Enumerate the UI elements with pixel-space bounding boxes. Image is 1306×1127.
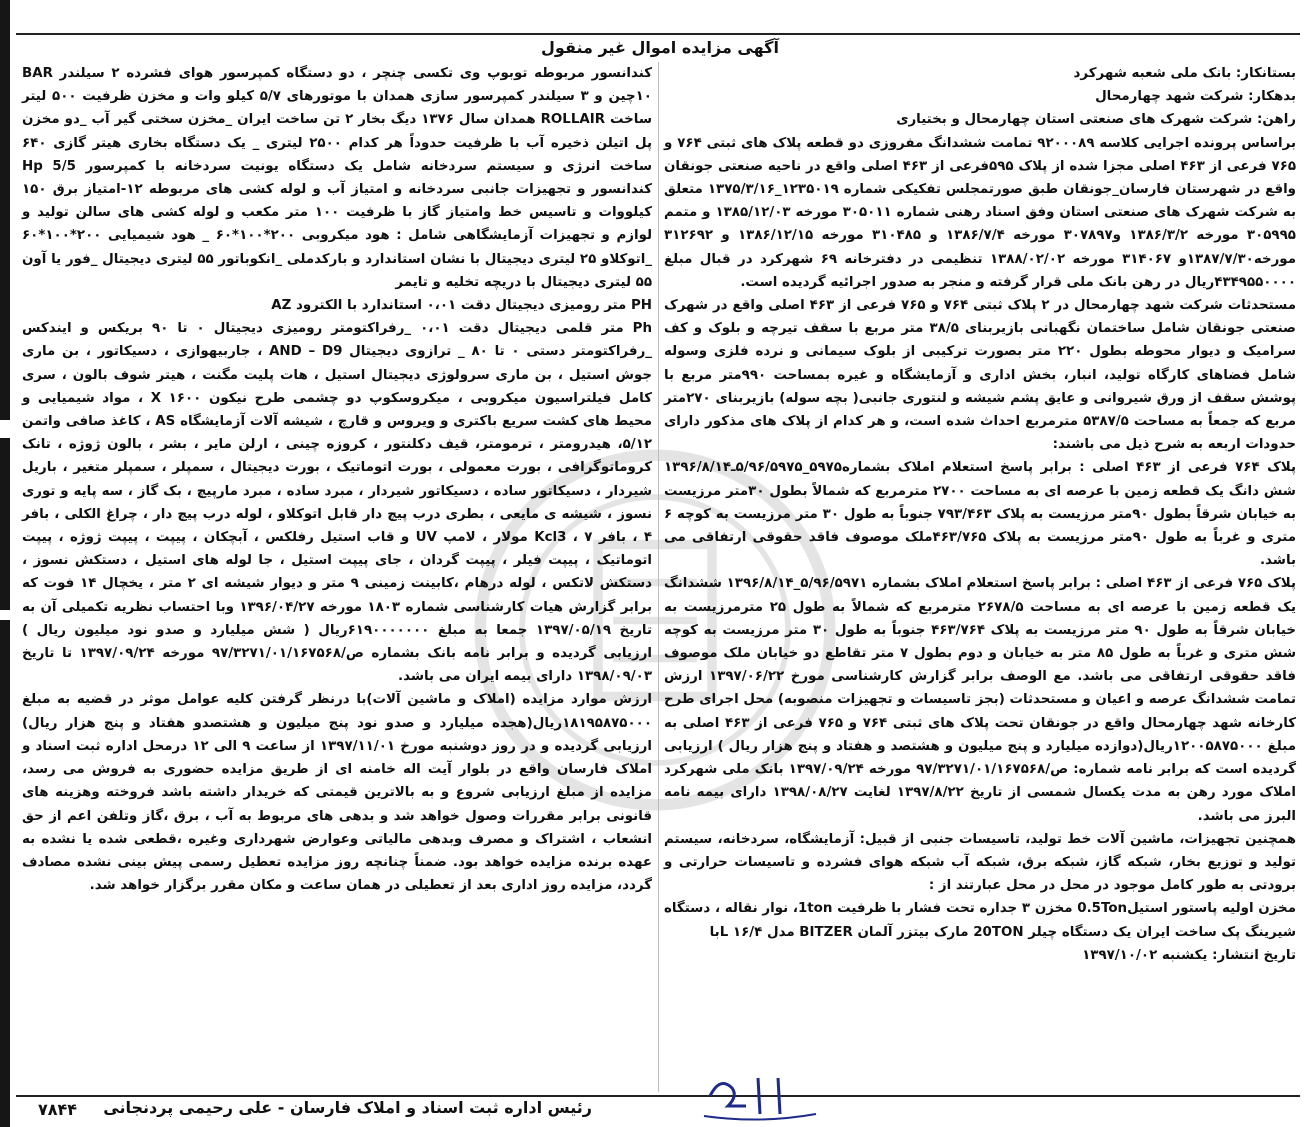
notice-title: آگهی مزایده اموال غیر منقول <box>541 38 779 57</box>
plot-764-paragraph: پلاک ۷۶۴ فرعی از ۴۶۳ اصلی : برابر پاسخ استعلام املاک بشماره۵۹۷۵_۵/۹۶/۵۹۷۵ـ۱۳۹۶/۸/۱۴ شش دانگ یک قطعه زمین با عرصه ای به مساحت ۲۷۰۰ مترمربع که شمالاً بطول ۳۰متر مرزیست به خیابان شرقاً بطول ۹۰متر مرزیست به پلاک ۷۹۳/۴۶۳ جنوباً به طول ۳۰ متر مرزیست به کوچه ۶ متری و غرباً به طول ۹۰متر مرزیست به پلاک ۴۶۳/۷۶۵ملک موصوف فاقد حقوقی ارتفاقی می باشد. <box>664 460 1297 569</box>
equipment-intro-paragraph: همچنین تجهیزات، ماشین آلات خط تولید، تاسیسات جنبی از قبیل: آزمایشگاه، سردخانه، سیستم تولید و توزیع بخار، شبکه گاز، شبکه برق، شبکه آب شبکه هوای فشرده و تاسیسات حرارتی و برودتی به طور کامل موجود در محل در محل عبارتند از : <box>664 831 1296 894</box>
lab-equipment-paragraph: Ph متر قلمی دیجیتال دقت ۰،۰۱ _رفراکتومتر رومیزی دیجیتال ۰ تا ۹۰ بریکس و ایندکس _رفراکتومتر دستی ۰ تا ۸۰ _ ترازوی دیجیتال AND – D9 ، جاربیهوازی ، دسیکاتور ، بن ماری جوش استیل ، بن ماری سرولوژی دیجیتال استیل ، هات پلیت مگنت ، هیتر شوف بالون ، سری کامل فیلتراسیون میکروبی ، میکروسکوپ دو چشمی طرح نیکون X ۱۶۰۰ ، مواد شیمیایی و محیط های کشت سریع باکتری و ویروس و قارچ ، شیشه آلات آزمایشگاه AS ، کاغذ صافی واتمن ۵/۱۲، هیدرومتر ، ترمومتر، قیف دکلنتور ، کروزه چینی ، ارلن مایر ، بشر ، بالون ژوژه ، تانک کروماتوگرافی ، بورت معمولی ، بورت اتوماتیک ، بورت دیجیتال ، سمپلر ، سمپلر متغیر ، باریل شیردار ، دسیکاتور ساده ، دسیکاتور شیردار ، مبرد ساده ، مبرد مارپیچ ، بک گاز ، سه پایه و توری نسوز ، شیشه ی مایعی ، بطری درب پیچ دار قابل اتوکلاو ، لوله درب پیچ دار ، چراغ الکلی ، بافر ۴ ، بافر ۷ ، Kcl3 مولار ، لامپ UV و قاب استیل رفلکس ، آبچکان ، پیپت ، پیپت ژوژه ، پیپت اتوماتیک ، پیپت فیلر ، پیپت گردان ، جای پیپت استیل ، جا لوله های استیل ، دستکش نسوز ، دستکش لاتکس ، لوله درهام ،کابینت زمینی ۹ متر و دیوار شیشه ای ۲ متر ، یخچال ۱۴ فوت که برابر گزارش هیات کارشناسی شماره ۱۸۰۳ مورخه ۱۳۹۶/۰۴/۲۷ وبا احتساب نظریه تکمیلی آن به تاریخ ۱۳۹۷/۰۵/۱۹ جمعا به مبلغ ۶۱۹۰۰۰۰۰۰۰ریال ( شش میلیارد و صدو نود میلیون ریال ) ارزیابی گردیده و برابر نامه بانک بشماره ص/۹۷/۳۲۷۱/۰۱/۱۶۷۵۶۸ مورخه ۱۳۹۷/۰۹/۲۴ تا تاریخ ۱۳۹۸/۰۹/۰۳ دارای بیمه ایران می باشد. <box>22 321 653 685</box>
notice-right-column <box>664 62 1296 967</box>
plot-765-paragraph: پلاک ۷۶۵ فرعی از ۴۶۳ اصلی : برابر پاسخ استعلام املاک بشماره ۵/۹۶/۵۹۷۱_۱۳۹۶/۸/۱۴ ششدانگ یک قطعه زمین با عرصه ای به مساحت ۲۶۷۸/۵ مترمربع که شمالاً به طول ۲۵ مترمرزیست به خیابان شرقاً به طول ۹۰ متر مرزیست به پلاک ۴۶۳/۷۶۴ جنوباً به طول ۳۰ متر مرزیست به کوچه شش متری و غرباً به طول ۸۵ متر به خیابان و دوم بطول ۷ متر تقاطع دو خیابان ملک موصوف فاقد حقوقی ارتفاقی می باشد. مع الوصف برابر گزارش کارشناسی مورخ ۱۳۹۷/۰۶/۲۲ ارزش تمامت ششدانگ عرصه و اعیان و مستحدثات (بجز تاسیسات و تجهیزات منصوبه) محل اجرای طرح کارخانه شهد چهارمحال واقع در جونقان تحت پلاک های ثبتی ۷۶۴ و ۷۶۵ فرعی از ۴۶۳ اصلی به مبلغ ۱۲۰۰۵۸۷۵۰۰۰ریال(دوازده میلیارد و پنج میلیون و هشتصد و هفتاد و پنج هزار ریال ) ارزیابی گردیده است که برابر نامه شماره: ص/۹۷/۳۲۷۱/۰۱/۱۶۷۵۶۸ مورخه ۱۳۹۷/۰۹/۲۴ بانک ملی شهرکرد املاک مورد رهن به مدت یکسال شمسی از تاریخ ۱۳۹۷/۸/۲۲ لغایت ۱۳۹۸/۰۸/۲۷ دارای بیمه نامه البرز می باشد. <box>664 576 1297 824</box>
ph-meter-line: PH متر رومیزی دیجیتال دقت ۰،۰۱ استاندارد با الکترود AZ <box>271 298 652 314</box>
equipment-continued-paragraph: کندانسور مربوطه توبوپ وی تکسی چنچر ، دو دستگاه کمپرسور هوای فشرده ۲ سیلندر BAR ۱۰چین و ۳ سیلندر کمپرسور سازی همدان با موتورهای ۵/۷ کیلو وات و مخزن ظرفیت ۵۰۰ لیتر ساخت ROLLAIR همدان سال ۱۳۷۶ دیگ بخار ۲ تن ساخت ایران _مخزن سختی گیر آب _دو مخزن پل اتیلن ذخیره آب با ظرفیت حدوداً هر کدام ۲۵۰۰ لیتری _ یک دستگاه بخاری هیتر گازی ۶۴۰ ساخت انرژی و سیستم سردخانه شامل یک دستگاه یونیت سردخانه با کمپرسور Hp 5/5 کندانسور و تجهیزات جانبی سردخانه و امتیاز آب و لوله کشی های مربوطه ۱۲-امتیاز برق ۱۵۰ کیلووات و تاسیس خط وامتیاز گاز با ظرفیت ۱۰۰ متر مکعب و لوله کشی های سالن تولید و لوازم و تجهیزات آزمایشگاهی شامل : هود میکروبی ۲۰۰*۱۰۰*۶۰ _ هود شیمیایی ۲۰۰*۱۰۰*۶۰ _اتوکلاو ۲۵ لیتری دیجیتال با نشان استاندارد و بارکدملی _انکوباتور ۵۵ لیتری دیجیتال _فور یا آون ۵۵ لیتری دیجیتال با دریچه تخلیه و تایمر <box>22 66 653 290</box>
scan-edge-gap <box>0 610 10 620</box>
improvements-paragraph: مستحدثات شرکت شهد چهارمحال در ۲ پلاک ثبتی ۷۶۴ و ۷۶۵ فرعی از ۴۶۳ اصلی واقع در شهرک صنعتی جونقان شامل ساختمان نگهبانی بازیربنای ۳۸/۵ متر مربع با سقف تیرچه و بلوک و کف سرامیک و دیوار محوطه بطول ۲۲۰ متر بصورت ترکیبی از بلوک سیمانی و نرده فلزی وسوله شامل فضاهای کارگاه تولید، انبار، بخش اداری و آزمایشگاه و غیره بمساحت ۹۹۰متر مربع با پوشش سقف از ورق شیروانی و عایق پشم شیشه و لنتوری جانبی( بچه سوله) بازیربنای ۲۷۰متر مربع که جمعاً به مساحت ۵۳۸۷/۵ مترمربع احداث شده است، و هر کدام از پلاک های مذکور دارای حدودات اربعه به شرح ذیل می باشند: <box>664 298 1297 453</box>
scan-edge-bar <box>0 0 10 1127</box>
case-paragraph: براساس پرونده اجرایی کلاسه ۹۲۰۰۰۸۹ تمامت ششدانگ مفروزی دو قطعه پلاک های ثبتی ۷۶۴ و ۷۶۵ فرعی از ۴۶۳ اصلی مجزا شده از پلاک ۵۹۵فرعی از ۴۶۳ اصلی واقع در ناحیه صنعتی جونقان واقع در شهرستان فارسان_جونقان طبق صورتمجلس تفکیکی شماره ۱۲۳۵۰۱۹_۱۳۷۵/۳/۱۶ متعلق به شرکت شهرک های صنعتی استان وفق اسناد رهنی شماره ۳۰۵۰۱۱ مورخه ۱۳۸۵/۱۲/۰۳ و متمم ۳۰۵۹۹۵ مورخه ۱۳۸۶/۳/۲ و۳۰۷۸۹۷ مورخه ۱۳۸۶/۷/۴ و ۳۱۰۴۸۵ مورخه ۱۳۸۶/۱۲/۱۵ و ۳۱۲۶۹۲ مورخه۱۳۸۷/۷/۳۰و ۳۱۴۰۶۷ مورخه ۱۳۸۸/۰۲/۰۲ تنظیمی در دفترخانه ۶۹ شهرکرد در قبال مبلغ ۴۳۴۹۵۵۰۰۰۰ریال در رهن بانک ملی قرار گرفته و منجر به صدور اجرائیه گردیده است. <box>664 135 1297 290</box>
publish-date: تاریخ انتشار: یکشنبه ۱۳۹۷/۱۰/۰۲ <box>1082 947 1296 963</box>
notice-left-column <box>22 62 652 897</box>
scan-edge-gap <box>0 420 10 438</box>
ad-number: ۷۸۴۴ <box>38 1100 78 1119</box>
column-divider <box>658 62 659 1092</box>
creditor-line: بستانکار: بانک ملی شعبه شهرکرد <box>1073 66 1296 81</box>
auction-terms-paragraph: ارزش موارد مزایده (املاک و ماشین آلات)با درنظر گرفتن کلیه عوامل موثر در قضیه به مبلغ ۱۸۱۹۵۸۷۵۰۰۰ریال(هجده میلیارد و صدو نود پنج میلیون و هشتصدو هفتاد و پنج هزار ریال) ارزیابی گردیده و در روز دوشنبه مورخ ۱۳۹۷/۱۱/۰۱ از ساعت ۹ الی ۱۲ درمحل اداره ثبت اسناد و املاک فارسان واقع در بلوار آیت اله خامنه ای از طریق مزایده حضوری به فروش می رسد، مزایده از مبلغ ارزیابی شروع و به بالاترین قیمتی که خریدار داشته باشد فروخته وهزینه های قانونی برابر مقررات وصول خواهد شد و بدهی های مربوط به آب ، برق ،گاز وتلفن اعم از حق انشعاب ، اشتراک و مصرف وبدهی مالیاتی وعوارض شهرداری وغیره ،قطعی شده یا نشده به عهده برنده مزایده خواهد بود. ضمناً چنانچه روز مزایده تعطیل رسمی پیش بینی نشده مصادف گردد، مزایده روز اداری بعد از تعطیلی در همان ساعت و مکان مقرر برگزار خواهد شد. <box>22 692 652 894</box>
mortgagor-line: راهن: شرکت شهرک های صنعتی استان چهارمحال و بختیاری <box>896 112 1296 128</box>
handwritten-mark-icon <box>700 1066 820 1122</box>
equipment-list-paragraph: مخزن اولیه پاستور استیل0.5Ton مخزن ۳ جداره تحت فشار با ظرفیت 1ton، نوار نقاله ، دستگاه شیرینگ پک ساخت ایران یک دستگاه چیلر 20TON مارک بیتزر آلمان BITZER مدل L ۱۶/۴با <box>664 901 1297 940</box>
debtor-line: بدهکار: شرکت شهد چهارمحال <box>1095 89 1296 105</box>
signature-line: رئیس اداره ثبت اسناد و املاک فارسان - علی رحیمی پردنجانی <box>103 1098 592 1117</box>
